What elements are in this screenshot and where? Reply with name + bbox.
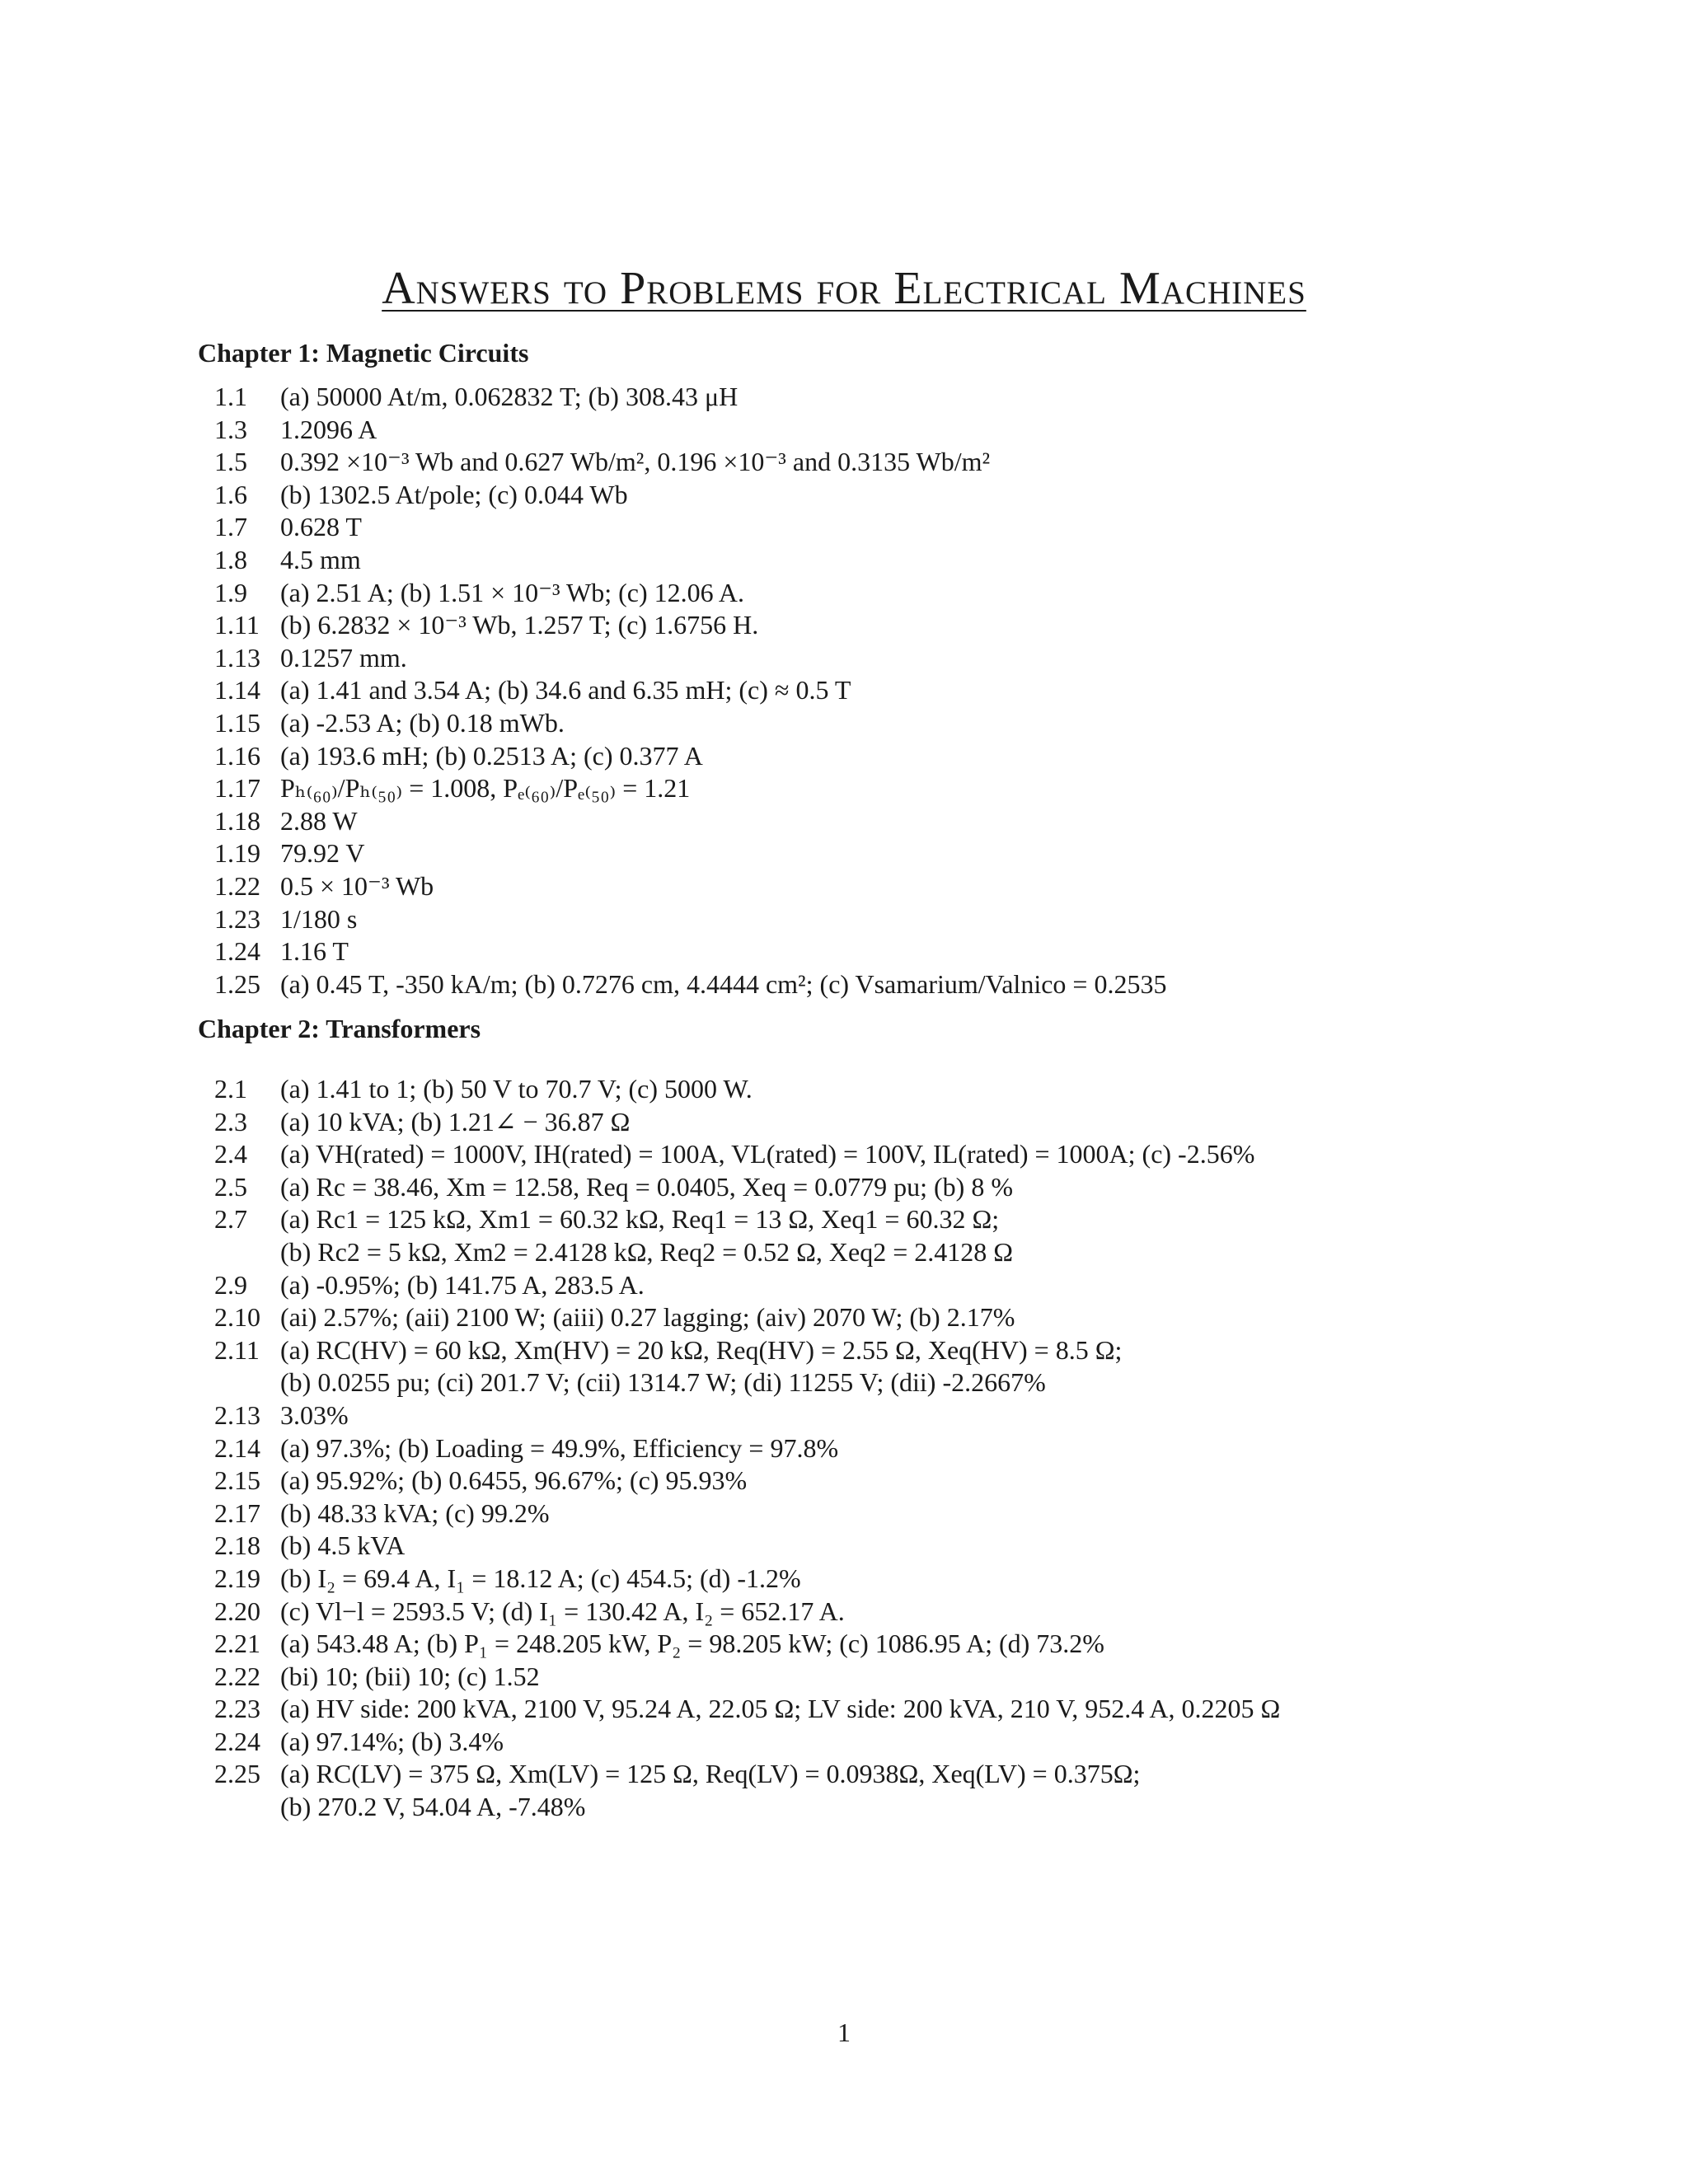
answer-row — [198, 1203, 1648, 1236]
answer-row — [198, 903, 1648, 936]
answer-text: 79.92 V — [280, 838, 365, 869]
chapter-2-heading: Chapter 2: Transformers — [198, 1014, 481, 1043]
problem-number: 1.1 — [214, 382, 247, 411]
answer-text: 1.16 T — [280, 936, 349, 967]
answer-text: (b) 270.2 V, 54.04 A, -7.48% — [280, 1792, 586, 1822]
answer-row — [198, 1497, 1648, 1530]
problem-number: 2.11 — [214, 1334, 260, 1365]
answer-row — [198, 609, 1648, 642]
problem-number: 2.13 — [214, 1399, 260, 1430]
problem-number: 1.6 — [214, 479, 247, 509]
problem-number: 2.9 — [214, 1269, 247, 1300]
problem-number: 1.3 — [214, 414, 247, 444]
chapter-2-answer-list — [198, 1073, 1648, 1824]
problem-number: 1.8 — [214, 544, 247, 574]
problem-number: 1.17 — [214, 773, 260, 804]
answer-row — [198, 446, 1648, 479]
problem-number: 1.18 — [214, 805, 260, 836]
answer-text: 2.88 W — [280, 805, 358, 836]
answer-text: 0.1257 mm. — [280, 642, 407, 673]
problem-number: 2.20 — [214, 1596, 260, 1626]
answer-row — [198, 1399, 1648, 1432]
answer-text: (bi) 10; (bii) 10; (c) 1.52 — [280, 1661, 540, 1691]
problem-number: 1.9 — [214, 577, 247, 607]
problem-number: 1.14 — [214, 675, 260, 705]
problem-number — [198, 1791, 280, 1824]
answer-text: (a) Rc1 = 125 kΩ, Xm1 = 60.32 kΩ, Req1 = 13 Ω, Xeq1 = 60.32 Ω; — [280, 1204, 1000, 1235]
answer-text: (b) 48.33 kVA; (c) 99.2% — [280, 1497, 550, 1528]
answer-text: 0.392 ×10⁻³ Wb and 0.627 Wb/m², 0.196 ×10⁻³ and 0.3135 Wb/m² — [280, 447, 991, 477]
answer-text: (ai) 2.57%; (aii) 2100 W; (aiii) 0.27 lagging; (aiv) 2070 W; (b) 2.17% — [280, 1302, 1015, 1333]
answer-text: (a) 1.41 to 1; (b) 50 V to 70.7 V; (c) 5000 W. — [280, 1074, 753, 1104]
answer-row — [198, 1693, 1648, 1726]
problem-number: 1.15 — [214, 707, 260, 738]
answer-text: (a) 97.14%; (b) 3.4% — [280, 1726, 504, 1756]
answer-text: (a) 95.92%; (b) 0.6455, 96.67%; (c) 95.93% — [280, 1465, 748, 1496]
chapter-1-answer-list — [198, 381, 1648, 1001]
answer-row — [198, 1334, 1648, 1367]
answer-row — [198, 1791, 1648, 1824]
answer-row — [198, 414, 1648, 447]
answer-row — [198, 1563, 1648, 1596]
answer-text: (a) -2.53 A; (b) 0.18 mWb. — [280, 707, 565, 738]
answer-text: (c) Vl−l = 2593.5 V; (d) I₁ = 130.42 A, I₂ = 652.17 A. — [280, 1596, 845, 1626]
problem-number: 1.7 — [214, 512, 247, 542]
problem-number: 2.4 — [214, 1139, 247, 1169]
answer-text: (a) 50000 At/m, 0.062832 T; (b) 308.43 μH — [280, 382, 738, 411]
answer-text: 0.5 × 10⁻³ Wb — [280, 870, 434, 901]
answer-text: (a) RC(LV) = 375 Ω, Xm(LV) = 125 Ω, Req(LV) = 0.0938Ω, Xeq(LV) = 0.375Ω; — [280, 1759, 1141, 1789]
problem-number: 2.19 — [214, 1563, 260, 1593]
answer-row — [198, 1661, 1648, 1694]
answer-text: (b) 6.2832 × 10⁻³ Wb, 1.257 T; (c) 1.6756 H. — [280, 610, 759, 640]
problem-number — [198, 1366, 280, 1399]
answer-text: (a) 1.41 and 3.54 A; (b) 34.6 and 6.35 mH; (c) ≈ 0.5 T — [280, 675, 851, 705]
answer-row — [198, 1236, 1648, 1269]
answer-text: 1/180 s — [280, 903, 358, 934]
answer-text: 3.03% — [280, 1399, 349, 1430]
answer-row — [198, 1758, 1648, 1791]
answer-text: 4.5 mm — [280, 544, 361, 574]
answer-row — [198, 772, 1648, 805]
answer-row — [198, 642, 1648, 675]
problem-number: 1.19 — [214, 838, 260, 869]
problem-number: 2.23 — [214, 1694, 260, 1724]
problem-number — [198, 1236, 280, 1269]
answer-row — [198, 1366, 1648, 1399]
problem-number: 2.14 — [214, 1432, 260, 1463]
problem-number: 2.5 — [214, 1171, 247, 1202]
answer-row — [198, 1596, 1648, 1629]
answer-row — [198, 1628, 1648, 1661]
problem-number: 1.5 — [214, 447, 247, 477]
answer-row — [198, 1432, 1648, 1465]
answer-row — [198, 381, 1648, 414]
answer-text: (b) 0.0255 pu; (ci) 201.7 V; (cii) 1314.7 W; (di) 11255 V; (dii) -2.2667% — [280, 1367, 1046, 1398]
problem-number: 2.15 — [214, 1465, 260, 1496]
problem-number: 2.21 — [214, 1629, 260, 1659]
problem-number: 2.3 — [214, 1106, 247, 1137]
answer-text: (a) RC(HV) = 60 kΩ, Xm(HV) = 20 kΩ, Req(HV) = 2.55 Ω, Xeq(HV) = 8.5 Ω; — [280, 1334, 1123, 1365]
answer-row — [198, 740, 1648, 773]
answer-row — [198, 1138, 1648, 1171]
problem-number: 1.13 — [214, 642, 260, 673]
answer-row — [198, 837, 1648, 870]
problem-number: 2.25 — [214, 1759, 260, 1789]
page-title: Answers to Problems for Electrical Machines — [382, 263, 1306, 314]
problem-number: 2.17 — [214, 1497, 260, 1528]
answer-text: (a) Rc = 38.46, Xm = 12.58, Req = 0.0405, Xeq = 0.0779 pu; (b) 8 % — [280, 1171, 1013, 1202]
problem-number: 2.24 — [214, 1726, 260, 1756]
answer-text: 1.2096 A — [280, 414, 377, 444]
answer-row — [198, 1073, 1648, 1106]
answer-row — [198, 1269, 1648, 1302]
problem-number: 2.7 — [214, 1204, 247, 1235]
answer-row — [198, 479, 1648, 512]
problem-number: 2.1 — [214, 1074, 247, 1104]
problem-number: 1.11 — [214, 610, 260, 640]
problem-number: 1.25 — [214, 968, 260, 999]
answer-text: (a) 193.6 mH; (b) 0.2513 A; (c) 0.377 A — [280, 740, 703, 771]
answer-text: 0.628 T — [280, 512, 362, 542]
page-number: 1 — [837, 2018, 851, 2047]
answer-text: (a) 10 kVA; (b) 1.21∠ − 36.87 Ω — [280, 1106, 631, 1137]
answer-row — [198, 544, 1648, 577]
answer-text: (a) -0.95%; (b) 141.75 A, 283.5 A. — [280, 1269, 645, 1300]
problem-number: 2.10 — [214, 1302, 260, 1333]
answer-row — [198, 968, 1648, 1001]
answer-text: (a) 0.45 T, -350 kA/m; (b) 0.7276 cm, 4.4444 cm²; (c) Vsamarium/Valnico = 0.2535 — [280, 968, 1167, 999]
answer-text: (a) 97.3%; (b) Loading = 49.9%, Efficiency = 97.8% — [280, 1432, 839, 1463]
problem-number: 1.23 — [214, 903, 260, 934]
chapter-1-heading: Chapter 1: Magnetic Circuits — [198, 338, 529, 368]
answer-row — [198, 577, 1648, 610]
answer-row — [198, 1171, 1648, 1204]
answer-row — [198, 674, 1648, 707]
answer-row — [198, 1301, 1648, 1334]
answer-text: (b) 1302.5 At/pole; (c) 0.044 Wb — [280, 479, 628, 509]
answer-row — [198, 1530, 1648, 1563]
answer-text: (a) 2.51 A; (b) 1.51 × 10⁻³ Wb; (c) 12.06 A. — [280, 577, 744, 607]
answer-row — [198, 935, 1648, 968]
answer-row — [198, 805, 1648, 838]
answer-text: (a) HV side: 200 kVA, 2100 V, 95.24 A, 22.05 Ω; LV side: 200 kVA, 210 V, 952.4 A, 0.2205 Ω — [280, 1694, 1281, 1724]
answer-row — [198, 511, 1648, 544]
problem-number: 2.22 — [214, 1661, 260, 1691]
answer-row — [198, 870, 1648, 903]
answer-row — [198, 1726, 1648, 1759]
problem-number: 1.22 — [214, 870, 260, 901]
answer-text: (a) VH(rated) = 1000V, IH(rated) = 100A, VL(rated) = 100V, IL(rated) = 1000A; (c) -2.56% — [280, 1139, 1255, 1169]
answer-text: (b) 4.5 kVA — [280, 1530, 406, 1561]
problem-number: 1.24 — [214, 936, 260, 967]
problem-number: 1.16 — [214, 740, 260, 771]
answer-row — [198, 1465, 1648, 1497]
answer-text: (b) Rc2 = 5 kΩ, Xm2 = 2.4128 kΩ, Req2 = 0.52 Ω, Xeq2 = 2.4128 Ω — [280, 1236, 1014, 1267]
answer-row — [198, 1106, 1648, 1139]
answer-text: (a) 543.48 A; (b) P₁ = 248.205 kW, P₂ = 98.205 kW; (c) 1086.95 A; (d) 73.2% — [280, 1629, 1104, 1659]
problem-number: 2.18 — [214, 1530, 260, 1561]
answer-text: (b) I₂ = 69.4 A, I₁ = 18.12 A; (c) 454.5; (d) -1.2% — [280, 1563, 801, 1593]
answer-text: Pₕ₍₆₀₎/Pₕ₍₅₀₎ = 1.008, Pₑ₍₆₀₎/Pₑ₍₅₀₎ = 1.21 — [280, 773, 691, 804]
answer-row — [198, 707, 1648, 740]
